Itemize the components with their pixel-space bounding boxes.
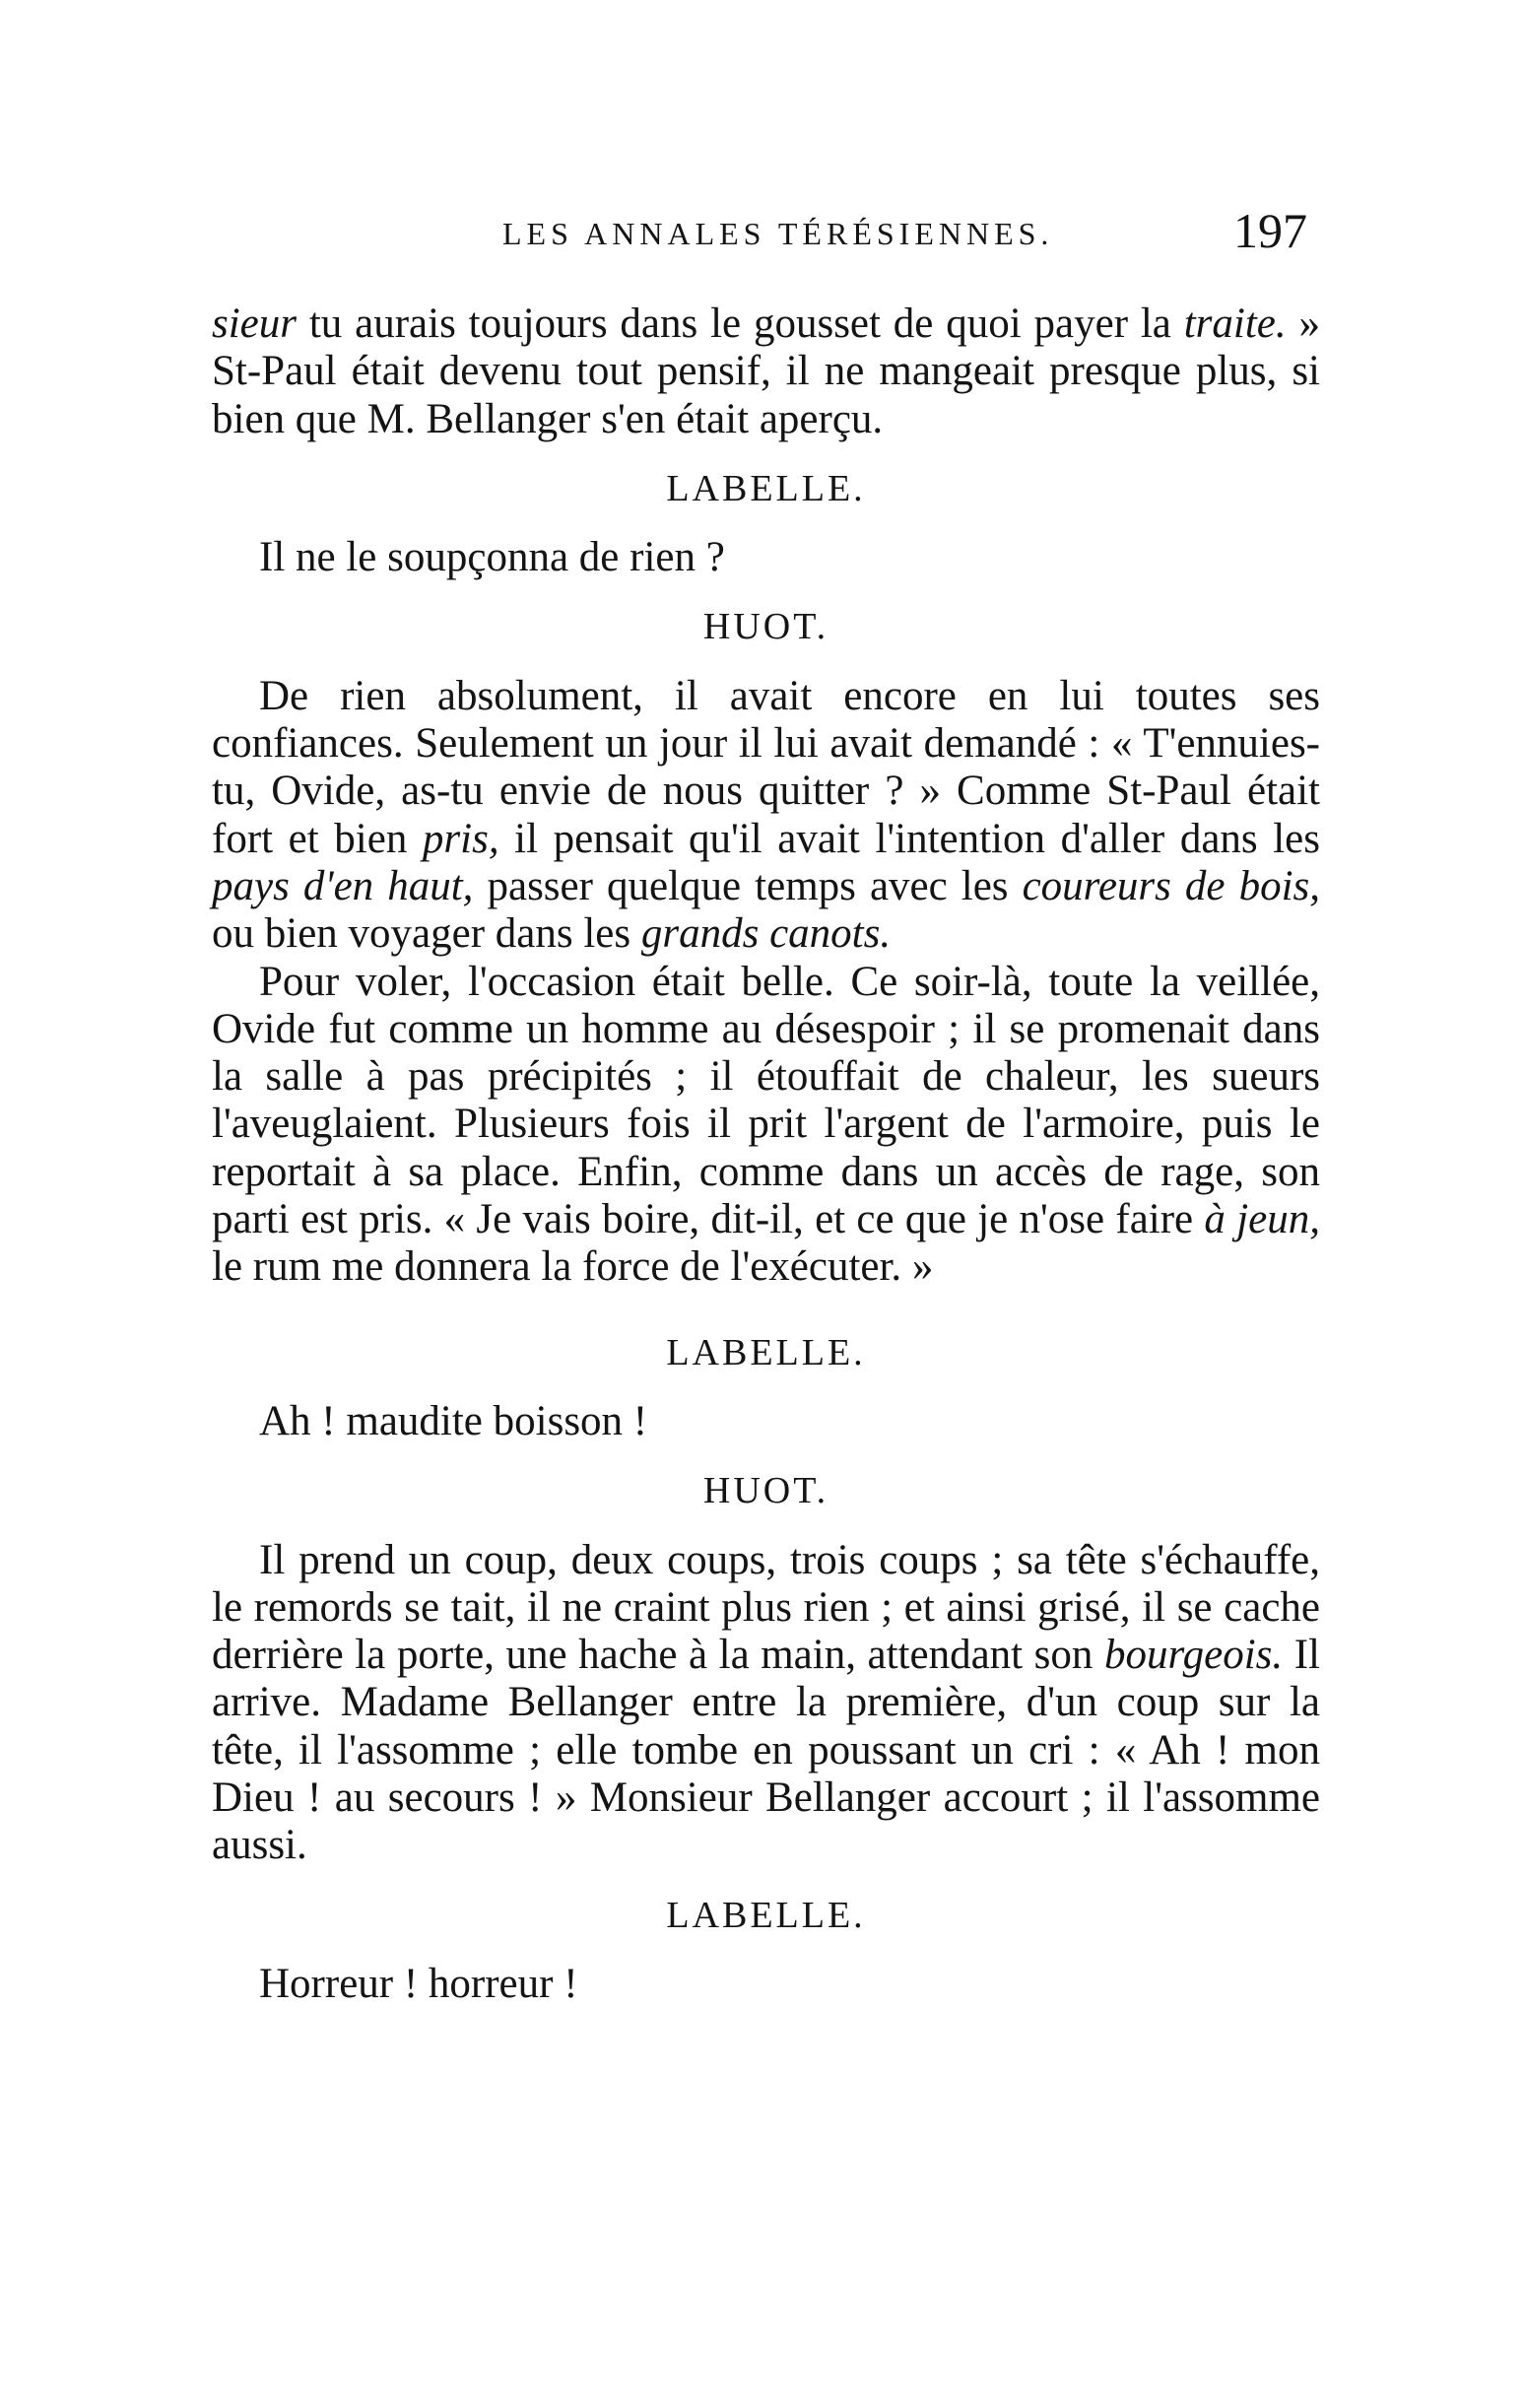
dialogue-line: Il ne le soupçonna de rien ? (259, 534, 725, 581)
text-run: il pensait qu'il avait l'intention d'aller dans les (498, 815, 1320, 862)
speaker-name: HUOT. (702, 606, 829, 648)
italic-text: sieur (212, 301, 297, 347)
text-run: » St-Paul était devenu tout pensif, il ne mangeait presque plus, si bien que M. Bellanger s'en était aperçu. (212, 301, 1320, 442)
italic-text: coureurs de bois, (1022, 862, 1321, 909)
page-header (0, 202, 1525, 261)
text-run: De rien absolument, il avait encore en lui toutes ses confiances. Seulement un jour il lui avait demandé : « T'ennuies-tu, Ovide, as-tu envie de nous quitter ? » Comme St-Paul était fort et bien (212, 672, 1320, 862)
text-run: ou bien voyager dans les (212, 910, 641, 958)
dialogue-line: Horreur ! horreur ! (259, 1960, 578, 2007)
text-run: Il arrive. Madame Bellanger entre la première, d'un coup sur la tête, il l'assomme ; elle tombe en poussant un cri : « Ah ! mon Dieu ! au secours ! » Monsieur Bellanger accourt ; il l'assomme aussi. (212, 1632, 1320, 1869)
speaker-name: HUOT. (702, 1470, 829, 1512)
text-run: tu aurais toujours dans le gousset de quoi payer la (297, 301, 1184, 347)
text-run: le rum me donnera la force de l'exécuter. » (212, 1243, 934, 1291)
italic-text: pays d'en haut, (212, 862, 474, 909)
speaker-name: LABELLE. (666, 1331, 866, 1373)
running-title: LES ANNALES TÉRÉSIENNES. (502, 216, 1054, 251)
italic-text: grands canots. (640, 910, 892, 958)
italic-text: traite. (1183, 301, 1287, 347)
paragraph (212, 1537, 1320, 1870)
page-number: 197 (1233, 203, 1307, 258)
italic-text: à jeun, (1204, 1196, 1320, 1243)
paragraph (212, 301, 1320, 443)
speaker-name: LABELLE. (666, 467, 866, 509)
italic-text: bourgeois. (1103, 1632, 1284, 1679)
page-body (212, 301, 1320, 2008)
paragraph (212, 673, 1320, 959)
speaker-name: LABELLE. (666, 1894, 866, 1936)
dialogue-line: Ah ! maudite boisson ! (259, 1397, 648, 1444)
text-run: passer quelque temps avec les (473, 862, 1023, 909)
text-run: Pour voler, l'occasion était belle. Ce soir-là, toute la veillée, Ovide fut comme un homme au désespoir ; il se promenait dans la salle à pas précipités ; il étouffait de chaleur, les sueurs l'aveuglaient. Plusieurs fois il prit l'argent de l'armoire, puis le reportait à sa place. Enfin, comme dans un accès de rage, son parti est pris. « Je vais boire, dit-il, et ce que je n'ose faire (212, 958, 1320, 1243)
italic-text: pris, (422, 815, 499, 862)
paragraph (212, 959, 1320, 1292)
text-run: Il prend un coup, deux coups, trois coups ; sa tête s'échauffe, le remords se tait, il ne craint plus rien ; et ainsi grisé, il se cache derrière la porte, une hache à la main, attendant son (212, 1536, 1320, 1679)
